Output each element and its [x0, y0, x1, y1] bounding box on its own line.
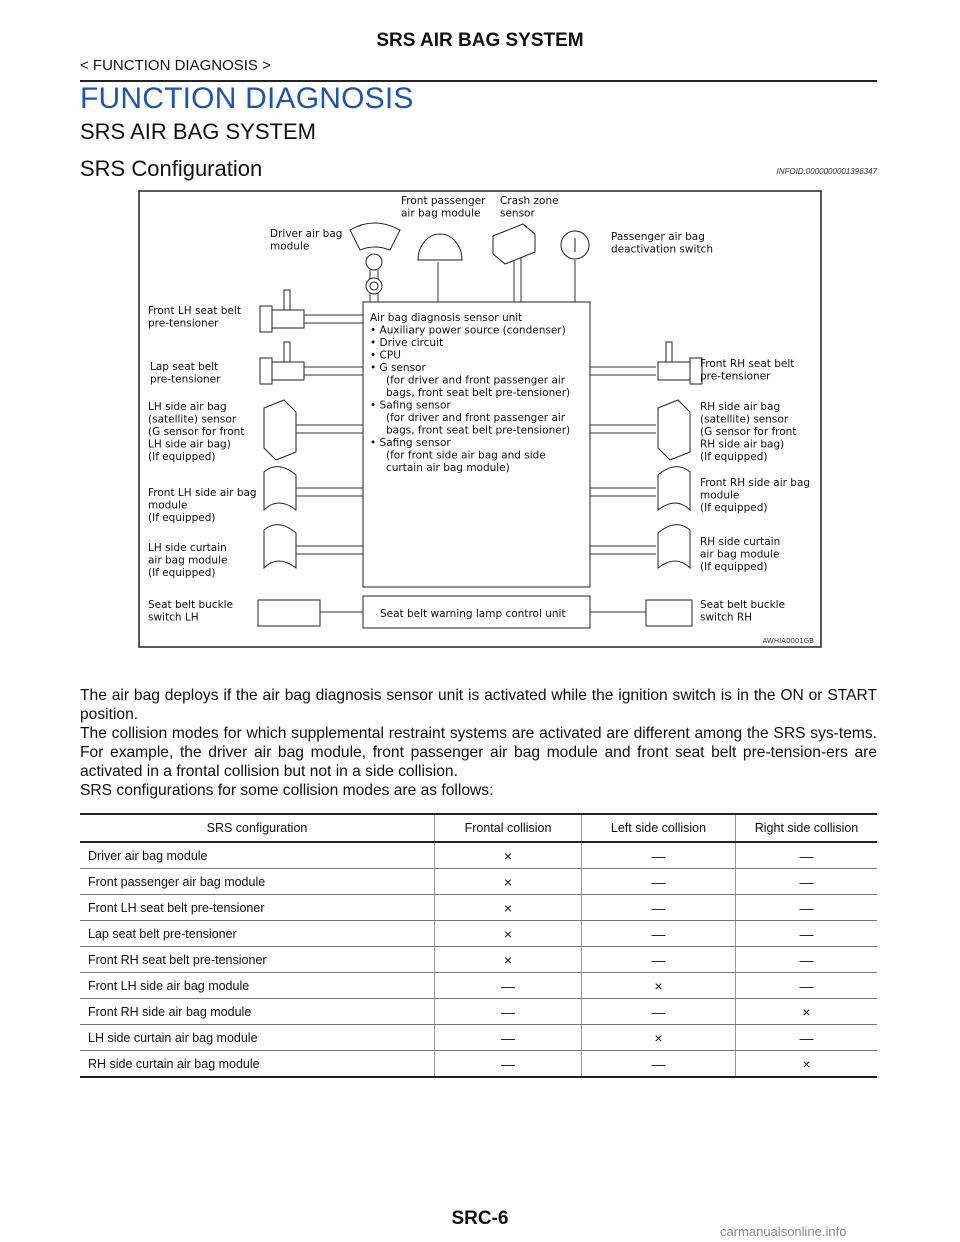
front-rh-side-airbag-icon [658, 467, 690, 510]
label-line: (If equipped) [148, 512, 216, 524]
label-line: Front RH seat belt [700, 358, 795, 370]
diagram-code: AWHIA0001GB [762, 637, 814, 645]
cell: Front LH seat belt pre-tensioner [80, 895, 435, 921]
cell: Front RH seat belt pre-tensioner [80, 947, 435, 973]
label-line: RH side air bag) [700, 438, 785, 451]
label-line: (for front side air bag and side [386, 449, 546, 462]
label-line: Driver air bag [270, 228, 343, 240]
body-paragraph: SRS configurations for some collision modes are as follows: [80, 782, 494, 799]
label-line: Seat belt warning lamp control unit [380, 608, 566, 620]
srs-configuration-diagram [138, 190, 822, 648]
cell: Lap seat belt pre-tensioner [80, 921, 435, 947]
header-cell: Right side collision [736, 814, 878, 842]
label-line: Front passenger [401, 195, 486, 207]
cell: Front LH side air bag module [80, 973, 435, 999]
label-line: Crash zone [500, 195, 559, 207]
label-line: pre-tensioner [148, 317, 219, 330]
cell: × [435, 869, 582, 895]
label-line: (If equipped) [148, 567, 216, 579]
lh-curtain-airbag-icon [264, 525, 296, 568]
cell: × [435, 842, 582, 869]
cell: — [736, 947, 878, 973]
label-line: (for driver and front passenger air [386, 412, 566, 424]
info-id: INFOID:0000000001396347 [776, 167, 877, 176]
label-line: • Safing sensor [370, 399, 451, 412]
label-line: (G sensor for front [700, 426, 797, 438]
cell: — [435, 999, 582, 1025]
cell: — [736, 1025, 878, 1051]
label-line: (G sensor for front [148, 426, 245, 438]
label-line: pre-tensioner [150, 373, 221, 386]
cell: — [736, 921, 878, 947]
section-subtitle: SRS AIR BAG SYSTEM [80, 119, 316, 144]
front-lh-pretensioner-icon [260, 306, 272, 332]
rh-curtain-airbag-icon [658, 525, 690, 568]
label-line: LH side air bag [148, 401, 227, 413]
label-line: air bag module [700, 548, 780, 561]
cell: — [582, 921, 736, 947]
cell: — [736, 895, 878, 921]
cell: × [435, 895, 582, 921]
label-line: Front LH side air bag [148, 487, 257, 499]
label-line: (satellite) sensor [700, 413, 789, 426]
table-row [80, 895, 877, 921]
cell: × [435, 921, 582, 947]
label-line: air bag module [148, 554, 228, 567]
label-line: bags, front seat belt pre-tensioner) [386, 424, 571, 437]
label-line: air bag module [401, 207, 481, 220]
label-line: Air bag diagnosis sensor unit [370, 312, 523, 324]
label-line: deactivation switch [611, 243, 713, 256]
cell: — [435, 973, 582, 999]
subsection-title: SRS Configuration [80, 156, 263, 181]
cell: × [582, 973, 736, 999]
label-line: module [270, 240, 310, 253]
label-line: • Safing sensor [370, 437, 451, 449]
cell: × [435, 947, 582, 973]
table-header-row [80, 814, 877, 842]
cell: — [435, 1025, 582, 1051]
cell: LH side curtain air bag module [80, 1025, 435, 1051]
lh-side-sensor-icon [264, 400, 296, 460]
label-lap-pretensioner [150, 361, 221, 386]
label-line: • CPU [370, 349, 401, 362]
label-line: pre-tensioner [700, 370, 771, 383]
label-line: Seat belt buckle [700, 599, 786, 611]
cell: — [582, 842, 736, 869]
body-text [80, 686, 877, 800]
cell: — [736, 869, 878, 895]
label-line: (for driver and front passenger air [386, 374, 566, 387]
cell: — [582, 869, 736, 895]
cell: Front RH side air bag module [80, 999, 435, 1025]
label-line: Passenger air bag [611, 231, 705, 243]
label-line: LH side curtain [148, 542, 227, 554]
table-row [80, 999, 877, 1025]
header-cell: Frontal collision [435, 814, 582, 842]
label-line: Front RH side air bag [700, 477, 811, 489]
buckle-rh-icon [646, 600, 692, 626]
label-line: (If equipped) [700, 561, 768, 573]
label-line: sensor [500, 207, 535, 220]
front-lh-side-airbag-icon [264, 467, 296, 510]
label-front-passenger-airbag [401, 195, 486, 220]
label-warning-unit [380, 608, 566, 620]
label-line: LH side air bag) [148, 438, 231, 451]
label-sensor-unit [370, 312, 570, 474]
cell: — [582, 1051, 736, 1078]
label-line: • Drive circuit [370, 337, 444, 349]
label-line: Lap seat belt [150, 361, 219, 373]
body-paragraph: The collision modes for which supplemental restraint systems are activated are different among the SRS sys-tems. For example, the driver air bag module, front passenger air bag module and front seat belt pre-tension-ers are activated in a frontal collision but not in a side collision. [80, 725, 877, 780]
body-paragraph: The air bag deploys if the air bag diagnosis sensor unit is activated while the ignition switch is in the ON or START position. [80, 687, 877, 723]
label-line: (If equipped) [700, 451, 768, 463]
label-line: (If equipped) [700, 502, 768, 514]
cell: — [736, 842, 878, 869]
cell: — [736, 973, 878, 999]
label-line: (satellite) sensor [148, 413, 237, 426]
table-row [80, 842, 877, 869]
buckle-lh-icon [258, 600, 320, 626]
label-line: • G sensor [370, 362, 426, 374]
cell: × [582, 1025, 736, 1051]
lap-pretensioner-icon [260, 358, 272, 384]
rh-side-sensor-icon [658, 400, 690, 460]
table-row [80, 921, 877, 947]
spiral-cable-icon [366, 278, 382, 294]
label-line: module [148, 499, 188, 512]
cell: — [582, 999, 736, 1025]
label-passenger-deactivation [611, 231, 713, 256]
label-line: bags, front seat belt pre-tensioner) [386, 387, 571, 399]
label-line: curtain air bag module) [386, 462, 510, 474]
cell: Driver air bag module [80, 842, 435, 869]
driver-airbag-icon [350, 223, 400, 250]
cell: × [736, 1051, 878, 1078]
table-row [80, 947, 877, 973]
driver-airbag-clockspring-icon [366, 254, 382, 270]
cell: — [435, 1051, 582, 1078]
label-line: module [700, 489, 740, 502]
header-title: SRS AIR BAG SYSTEM [376, 30, 584, 51]
label-line: Front LH seat belt [148, 305, 241, 317]
label-line: switch LH [148, 611, 199, 624]
cell: — [582, 895, 736, 921]
label-line: RH side air bag [700, 401, 781, 413]
table-row [80, 869, 877, 895]
table-row [80, 1051, 877, 1078]
cell: RH side curtain air bag module [80, 1051, 435, 1078]
label-line: switch RH [700, 611, 753, 624]
cell: × [736, 999, 878, 1025]
section-title: FUNCTION DIAGNOSIS [80, 82, 414, 115]
header-cell: SRS configuration [80, 814, 435, 842]
label-line: Seat belt buckle [148, 599, 234, 611]
cell: Front passenger air bag module [80, 869, 435, 895]
label-line: (If equipped) [148, 451, 216, 463]
table-row [80, 973, 877, 999]
breadcrumb: < FUNCTION DIAGNOSIS > [80, 57, 271, 74]
table-row [80, 1025, 877, 1051]
cell: — [582, 947, 736, 973]
srs-configuration-table [80, 813, 877, 1078]
watermark: carmanualsonline.info [720, 1224, 847, 1239]
page-number: SRC-6 [451, 1208, 509, 1229]
header-cell: Left side collision [582, 814, 736, 842]
label-line: RH side curtain [700, 536, 781, 548]
label-line: • Auxiliary power source (condenser) [370, 324, 566, 337]
